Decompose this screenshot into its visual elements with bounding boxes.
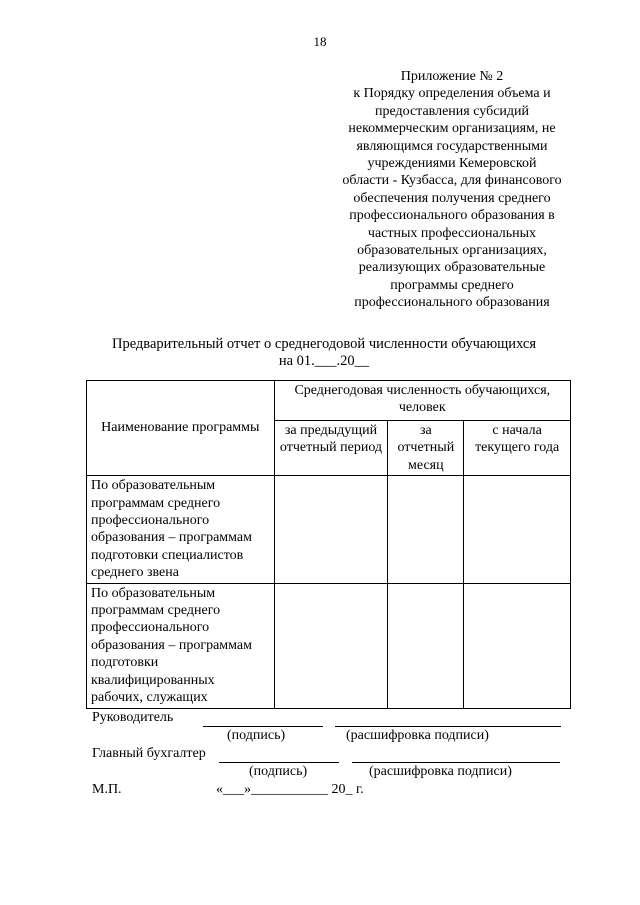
appendix-line: являющимся государственными xyxy=(356,138,548,154)
accountant-label: Главный бухгалтер xyxy=(92,746,206,761)
page-number: 18 xyxy=(313,34,327,49)
table-row xyxy=(87,476,571,583)
empty-cell[interactable] xyxy=(388,583,464,708)
appendix-line: области - Кузбасса, для финансового xyxy=(342,173,562,189)
accountant-signature-caption: (подпись) xyxy=(249,764,308,779)
accountant-decoding-caption: (расшифровка подписи) xyxy=(369,764,512,779)
accountant-signature-line[interactable] xyxy=(219,762,339,763)
row-program-name: По образовательным программам среднего профессионального образования – программам подготовки специалистов среднего звена xyxy=(87,476,275,583)
head-label: Руководитель xyxy=(92,710,174,725)
seal-label: М.П. xyxy=(92,782,122,797)
empty-cell[interactable] xyxy=(274,476,388,583)
appendix-line: профессионального образования xyxy=(354,295,550,311)
appendix-line: обеспечения получения среднего xyxy=(353,190,551,206)
appendix-line: образовательных организациях, xyxy=(357,243,547,259)
report-date-line: на 01.___.20__ xyxy=(278,353,370,369)
header-reporting-month: за отчетный месяц xyxy=(388,421,464,476)
report-table xyxy=(86,380,571,709)
empty-cell[interactable] xyxy=(464,583,571,708)
head-decoding-line[interactable] xyxy=(335,726,561,727)
date-field[interactable]: «___»___________ 20_ г. xyxy=(216,782,364,797)
head-signature-caption: (подпись) xyxy=(227,728,286,743)
report-title xyxy=(0,336,640,370)
appendix-line: некоммерческим организациям, не xyxy=(348,121,556,137)
appendix-line: предоставления субсидий xyxy=(374,103,530,119)
table-row xyxy=(87,583,571,708)
report-title-line: Предварительный отчет о среднегодовой численности обучающихся xyxy=(111,336,537,352)
appendix-title: Приложение № 2 xyxy=(400,69,504,84)
appendix-line: программы среднего xyxy=(390,277,514,293)
accountant-decoding-line[interactable] xyxy=(352,762,560,763)
header-previous-period: за предыдущий отчетный период xyxy=(274,421,388,476)
appendix-line: частных профессиональных xyxy=(367,225,537,241)
empty-cell[interactable] xyxy=(464,476,571,583)
header-program-name: Наименование программы xyxy=(87,381,275,476)
header-average-count: Среднегодовая численность обучающихся, человек xyxy=(274,381,570,421)
empty-cell[interactable] xyxy=(388,476,464,583)
head-signature-line[interactable] xyxy=(203,726,323,727)
row-program-name: По образовательным программам среднего профессионального образования – программам подготовки квалифицированных рабочих, служащих xyxy=(87,583,275,708)
empty-cell[interactable] xyxy=(274,583,388,708)
appendix-line: учреждениями Кемеровской xyxy=(367,156,537,172)
appendix-line: реализующих образовательные xyxy=(358,260,546,276)
header-year-to-date: с начала текущего года xyxy=(464,421,571,476)
head-decoding-caption: (расшифровка подписи) xyxy=(346,728,489,743)
appendix-header xyxy=(318,68,586,312)
appendix-line: к Порядку определения объема и xyxy=(353,86,551,102)
appendix-line: профессионального образования в xyxy=(349,208,555,224)
